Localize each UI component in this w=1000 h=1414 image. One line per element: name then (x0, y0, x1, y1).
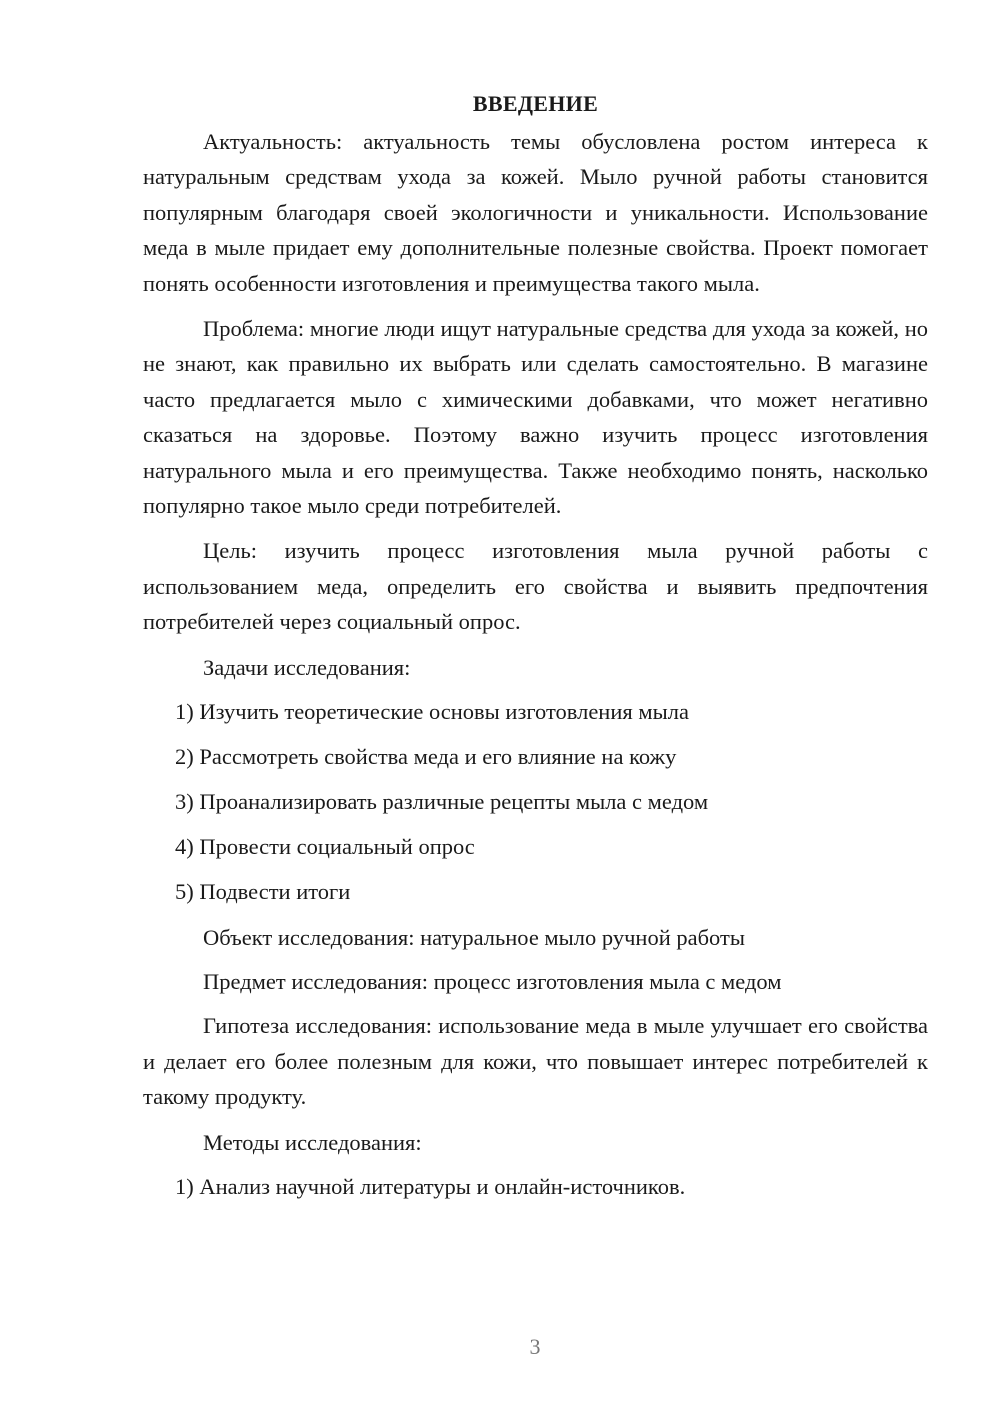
hypothesis-paragraph: Гипотеза исследования: использование меда в мыле улучшает его свойства и делает его более полезным для кожи, что повышает интерес потребителей к такому продукту. (143, 1013, 928, 1110)
relevance-paragraph: Актуальность: актуальность темы обусловлена ростом интереса к натуральным средствам ухода за кожей. Мыло ручной работы становится популярным благодаря своей экологичности и уникальности. Использование меда в мыле придает ему дополнительные полезные свойства. Проект помогает понять особенности изготовления и преимущества такого мыла. (143, 129, 928, 296)
problem-paragraph: Проблема: многие люди ищут натуральные средства для ухода за кожей, но не знают, как правильно их выбрать или сделать самостоятельно. В магазине часто предлагается мыло с химическими добавками, что может негативно сказаться на здоровье. Поэтому важно изучить процесс изготовления натурального мыла и его преимущества. Также необходимо понять, насколько популярно такое мыло среди потребителей. (143, 316, 928, 519)
page-body (143, 88, 928, 1214)
goal-paragraph: Цель: изучить процесс изготовления мыла ручной работы с использованием меда, определить его свойства и выявить предпочтения потребителей через социальный опрос. (143, 538, 928, 635)
section-heading: ВВЕДЕНИЕ (472, 91, 599, 116)
tasks-list (143, 694, 928, 910)
page-number: 3 (529, 1334, 541, 1359)
list-item: 3) Проанализировать различные рецепты мыла с медом (175, 789, 709, 815)
list-item: 1) Анализ научной литературы и онлайн-источников. (175, 1174, 686, 1199)
methods-list (143, 1169, 928, 1204)
list-item: 2) Рассмотреть свойства меда и его влияние на кожу (175, 744, 677, 770)
list-item: 1) Изучить теоретические основы изготовления мыла (175, 699, 689, 725)
list-item: 4) Провести социальный опрос (175, 834, 475, 860)
list-item: 5) Подвести итоги (175, 879, 351, 905)
methods-title: Методы исследования: (203, 1129, 422, 1155)
object-paragraph: Объект исследования: натуральное мыло ручной работы (203, 924, 745, 950)
tasks-title: Задачи исследования: (203, 654, 411, 680)
subject-paragraph: Предмет исследования: процесс изготовления мыла с медом (203, 968, 782, 994)
